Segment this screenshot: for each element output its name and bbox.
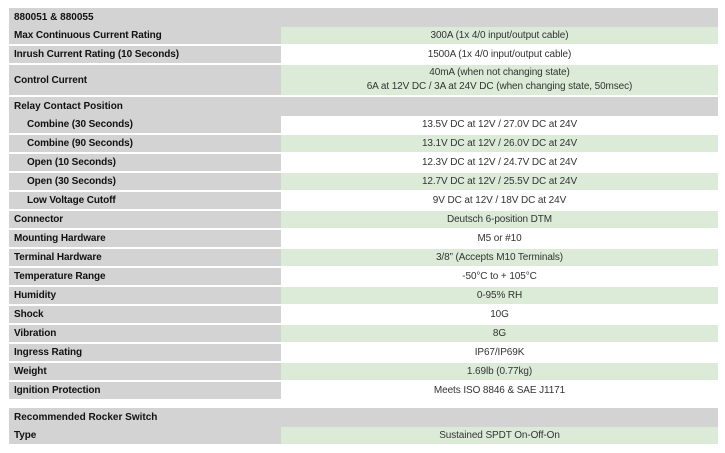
spec-label: Temperature Range [9,268,281,285]
spec-row [9,427,718,446]
spec-value: -50°C to + 105°C [281,268,718,285]
spec-row [9,135,718,154]
spec-label: Control Current [9,65,281,95]
rocker-header-row [9,408,718,427]
spec-value: 9V DC at 12V / 18V DC at 24V [281,192,718,209]
spec-value: 13.5V DC at 12V / 27.0V DC at 24V [281,116,718,133]
spec-label: Shock [9,306,281,323]
spec-row [9,230,718,249]
spec-value: 13.1V DC at 12V / 26.0V DC at 24V [281,135,718,152]
spec-label: Low Voltage Cutoff [9,192,281,209]
spec-row [9,249,718,268]
spec-label: Vibration [9,325,281,342]
spec-label: Humidity [9,287,281,304]
spec-row [9,363,718,382]
spec-value [281,65,718,95]
spec-row [9,344,718,363]
spec-row [9,325,718,344]
spec-table [9,8,718,446]
section-gap [9,401,718,408]
relay-header: Relay Contact Position [9,97,718,116]
spec-label: Terminal Hardware [9,249,281,266]
spec-value: 10G [281,306,718,323]
control-current-line-1: 40mA (when not changing state) [429,67,570,78]
spec-label: Open (10 Seconds) [9,154,281,171]
spec-value: Meets ISO 8846 & SAE J1171 [281,382,718,399]
spec-value: M5 or #10 [281,230,718,247]
spec-value: 8G [281,325,718,342]
spec-row [9,211,718,230]
spec-label: Mounting Hardware [9,230,281,247]
spec-value: Sustained SPDT On-Off-On [281,427,718,444]
rocker-header: Recommended Rocker Switch [9,408,718,427]
spec-row [9,192,718,211]
spec-label: Ignition Protection [9,382,281,399]
spec-row [9,27,718,46]
spec-row [9,306,718,325]
spec-value: 12.3V DC at 12V / 24.7V DC at 24V [281,154,718,171]
spec-row [9,173,718,192]
spec-label: Type [9,427,281,444]
spec-row [9,154,718,173]
spec-label: Combine (90 Seconds) [9,135,281,152]
spec-row [9,382,718,401]
control-current-line-2: 6A at 12V DC / 3A at 24V DC (when changing state, 50msec) [366,81,633,92]
spec-value: IP67/IP69K [281,344,718,361]
spec-value: 3/8” (Accepts M10 Terminals) [281,249,718,266]
spec-label: Combine (30 Seconds) [9,116,281,133]
model-header: 880051 & 880055 [9,8,718,27]
spec-row-control-current [9,65,718,97]
spec-value: 1.69lb (0.77kg) [281,363,718,380]
spec-value: 300A (1x 4/0 input/output cable) [281,27,718,44]
spec-value: 0-95% RH [281,287,718,304]
spec-row [9,116,718,135]
spec-value: 12.7V DC at 12V / 25.5V DC at 24V [281,173,718,190]
spec-row [9,268,718,287]
spec-row [9,287,718,306]
spec-label: Weight [9,363,281,380]
model-header-row [9,8,718,27]
spec-label: Max Continuous Current Rating [9,27,281,44]
spec-value: Deutsch 6-position DTM [281,211,718,228]
relay-header-row [9,97,718,116]
spec-label: Connector [9,211,281,228]
spec-row [9,46,718,65]
spec-label: Inrush Current Rating (10 Seconds) [9,46,281,63]
spec-label: Ingress Rating [9,344,281,361]
spec-value: 1500A (1x 4/0 input/output cable) [281,46,718,63]
spec-label: Open (30 Seconds) [9,173,281,190]
